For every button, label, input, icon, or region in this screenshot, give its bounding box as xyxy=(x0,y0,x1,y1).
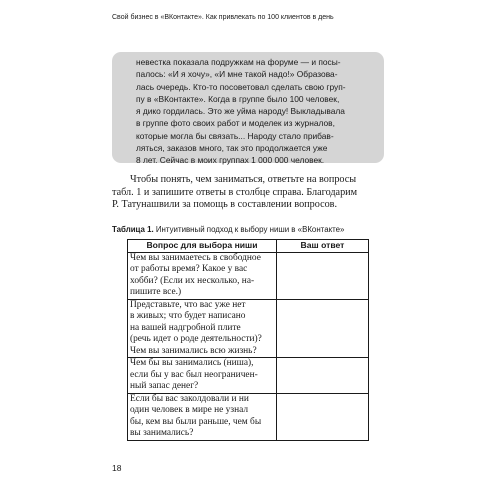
quote-line: лась очередь. Кто-то посоветовал сделать свою груп- xyxy=(136,81,346,92)
question-cell xyxy=(128,299,277,358)
table-row xyxy=(128,358,369,394)
quote-line: в группе фото своих работ и моделек из журналов, xyxy=(136,118,335,129)
question-line: Чем бы вы занимались (ниша), xyxy=(130,358,254,368)
quote-line: невестка показала подружкам на форуме — и посы- xyxy=(136,57,341,67)
question-line: если бы у вас был неограничен- xyxy=(130,369,258,380)
running-header: Свой бизнес в «ВКонтакте». Как привлекать по 100 клиентов в день xyxy=(112,14,334,21)
quote-box xyxy=(112,52,384,166)
quote-line: я дико гордилась. Это же уйма народу! Выкладывала xyxy=(136,106,345,117)
question-line: от работы время? Какое у вас xyxy=(130,264,248,274)
question-cell xyxy=(128,252,277,299)
quote-line: 8 лет. Сейчас в моих группах 1 000 000 человек. xyxy=(136,155,325,166)
answer-cell xyxy=(276,252,368,299)
page-number: 18 xyxy=(112,463,122,473)
answer-cell xyxy=(276,299,368,358)
paragraph-line: табл. 1 и запишите ответы в столбце справа. Благодарим xyxy=(112,186,358,198)
paragraph-line: Р. Татунашвили за помощь в составлении вопросов. xyxy=(112,199,338,210)
answer-cell xyxy=(276,358,368,394)
quote-line: палось: «И я хочу», «И мне такой надо!» Образова- xyxy=(136,69,338,80)
question-line: вы занимались? xyxy=(130,428,194,438)
question-line: ный запас денег? xyxy=(130,381,199,391)
question-cell xyxy=(128,358,277,394)
question-line: пишите все.) xyxy=(130,287,182,297)
table-header-row xyxy=(128,240,369,253)
question-line: (речь идет о роде деятельности)? xyxy=(130,334,262,344)
answer-cell xyxy=(276,393,368,440)
table-caption xyxy=(112,225,344,234)
quote-line: которые могла бы связать... Народу стало прибав- xyxy=(136,130,334,141)
question-cell xyxy=(128,393,277,440)
table-row xyxy=(128,252,369,299)
question-line: Представьте, что вас уже нет xyxy=(130,299,246,310)
table-row xyxy=(128,393,369,440)
table-row xyxy=(128,299,369,358)
question-line: Чем вы занимаетесь в свободное xyxy=(130,252,261,263)
question-line: бы, кем вы были раньше, чем бы xyxy=(130,416,262,427)
paragraph-line: Чтобы понять, чем заниматься, ответьте на вопросы xyxy=(130,174,357,185)
column-header-answer: Ваш ответ xyxy=(276,240,368,253)
quote-line: пу в «ВКонтакте». Когда в группе было 100 человек, xyxy=(136,93,340,104)
table-caption-label: Таблица 1. xyxy=(112,225,154,234)
question-line: на вашей надгробной плите xyxy=(130,322,241,333)
question-line: Чем вы занимались всю жизнь? xyxy=(130,345,257,356)
niche-table xyxy=(127,239,369,441)
question-line: Если бы вас заколдовали и ни xyxy=(130,393,249,404)
column-header-question: Вопрос для выбора ниши xyxy=(128,240,277,253)
question-line: в живых; что будет написано xyxy=(130,311,246,321)
question-line: один человек в мире не узнал xyxy=(130,405,249,415)
quote-line: ляться, заказов много, так это продолжается уже xyxy=(136,143,328,154)
table-caption-text: Интуитивный подход к выбору ниши в «ВКонтакте» xyxy=(153,225,345,234)
body-paragraph xyxy=(112,174,387,212)
question-line: хобби? (Если их несколько, на- xyxy=(130,275,255,286)
